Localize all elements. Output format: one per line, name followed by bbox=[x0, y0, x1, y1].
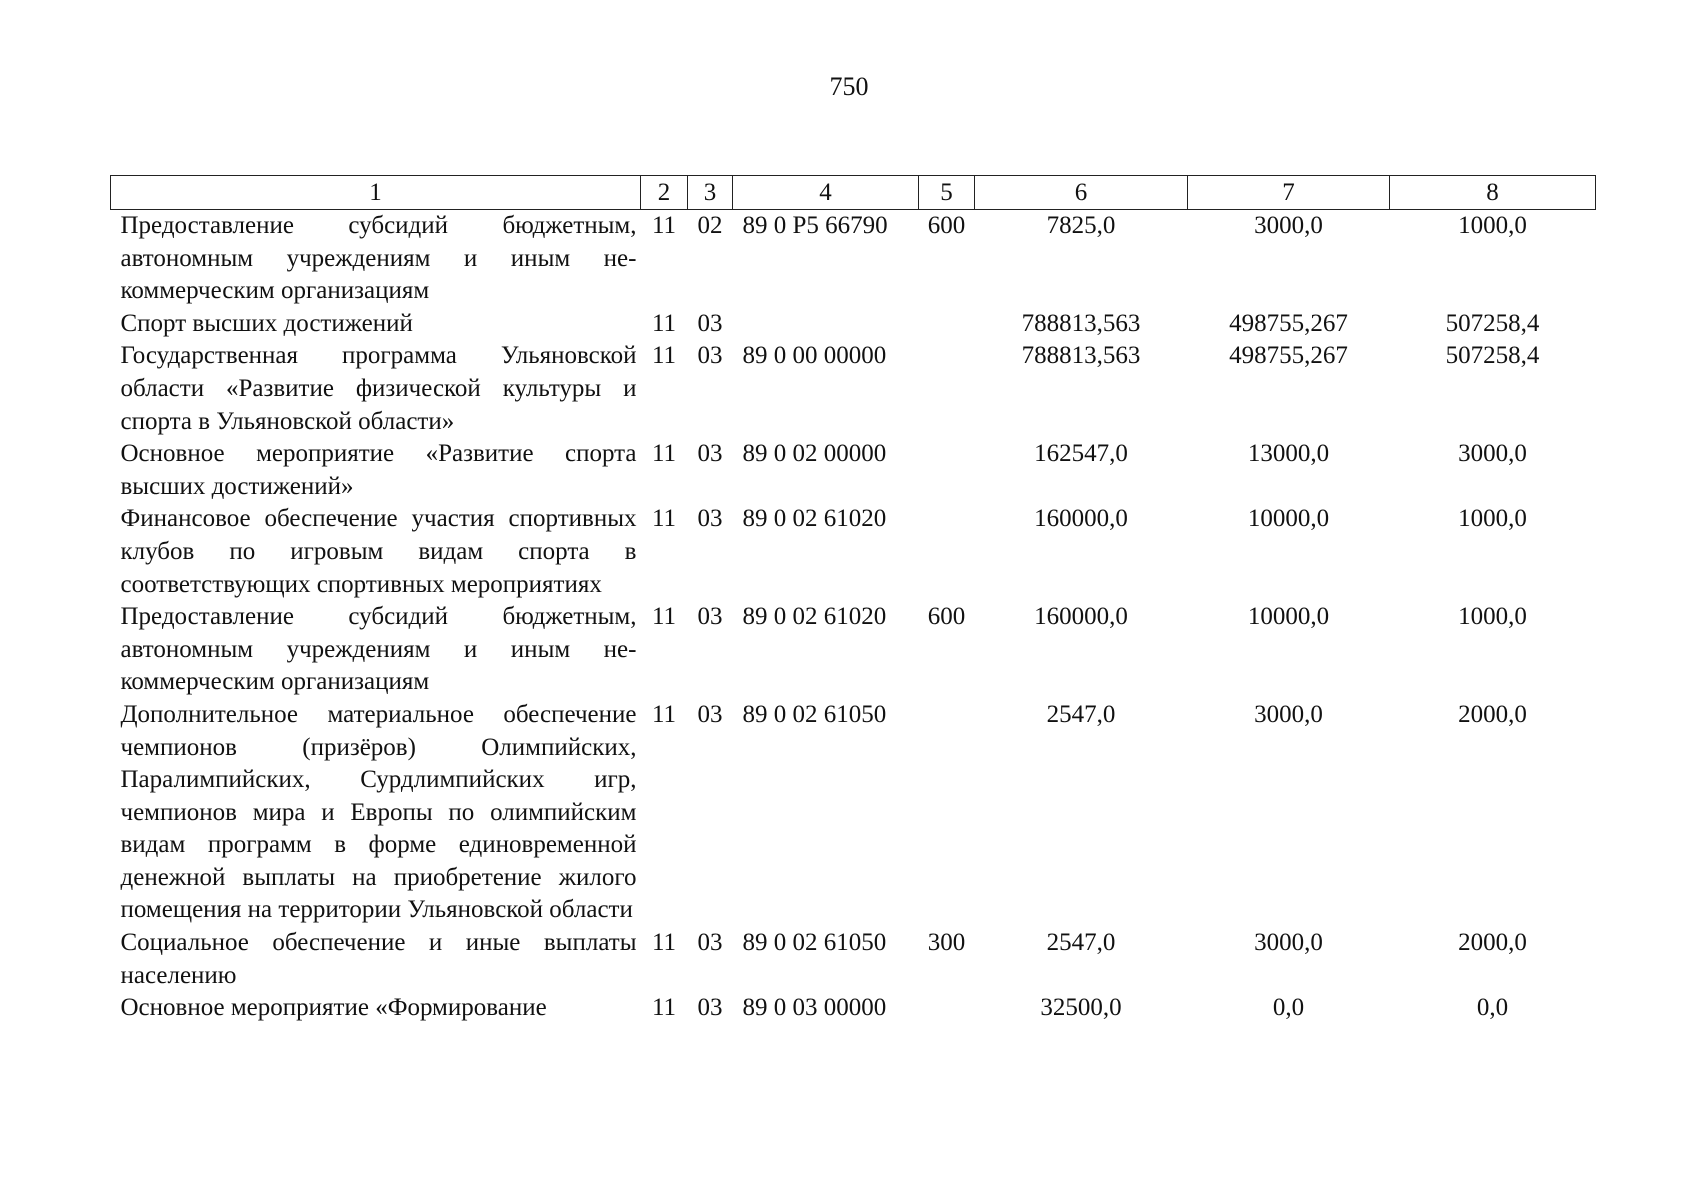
row-subsection: 03 bbox=[697, 700, 723, 728]
row-amount-col6: 7825,0 bbox=[1046, 212, 1116, 239]
row-section: 11 bbox=[651, 700, 677, 728]
row-name: Предоставление субсидий бюджетным, автономным учреждениям и иным некоммерческим организациям bbox=[120, 603, 637, 696]
row-amount-col8: 0,0 bbox=[1476, 994, 1509, 1022]
row-amount-col8: 507258,4 bbox=[1445, 342, 1540, 370]
row-amount-col8: 1000,0 bbox=[1458, 603, 1527, 631]
row-expense-type: 600 bbox=[927, 212, 966, 239]
table-row bbox=[111, 308, 1596, 341]
row-amount-col8: 3000,0 bbox=[1458, 440, 1527, 468]
table-row bbox=[111, 438, 1596, 503]
table-row bbox=[111, 210, 1596, 308]
page-number: 750 bbox=[829, 72, 869, 101]
row-target-code bbox=[733, 308, 919, 341]
row-subsection: 03 bbox=[697, 505, 723, 533]
row-target-code: 89 0 00 00000 bbox=[742, 342, 887, 370]
row-name: Основное мероприятие «Формирование bbox=[120, 994, 547, 1022]
header-col-1: 1 bbox=[111, 176, 641, 210]
table-row bbox=[111, 503, 1596, 601]
row-amount-col6: 788813,563 bbox=[1021, 309, 1141, 337]
row-subsection: 03 bbox=[697, 603, 723, 631]
row-name: Спорт высших достижений bbox=[120, 309, 413, 337]
row-target-code: 89 0 P5 66790 bbox=[742, 212, 888, 239]
row-amount-col8: 1000,0 bbox=[1458, 212, 1527, 239]
row-section: 11 bbox=[651, 505, 677, 533]
row-section: 11 bbox=[651, 603, 677, 631]
row-amount-col7: 3000,0 bbox=[1254, 212, 1323, 239]
row-amount-col6: 160000,0 bbox=[1034, 603, 1128, 631]
row-expense-type: 300 bbox=[927, 929, 966, 957]
row-name: Государственная программа Ульяновской области «Развитие физической культуры и спорта в Ульяновской области» bbox=[120, 342, 637, 435]
row-section: 11 bbox=[651, 994, 677, 1022]
row-subsection: 03 bbox=[697, 994, 723, 1022]
table-row bbox=[111, 340, 1596, 438]
row-target-code: 89 0 02 61020 bbox=[742, 505, 887, 533]
row-expense-type bbox=[919, 308, 975, 341]
row-name: Финансовое обеспечение участия спортивных клубов по игровым видам спорта в соответствующих спортивных мероприятиях bbox=[120, 505, 637, 598]
row-name: Социальное обеспечение и иные выплаты населению bbox=[120, 929, 637, 989]
row-expense-type bbox=[919, 340, 975, 438]
row-target-code: 89 0 02 00000 bbox=[742, 440, 887, 468]
row-amount-col7: 10000,0 bbox=[1247, 603, 1330, 631]
row-target-code: 89 0 02 61020 bbox=[742, 603, 887, 631]
row-name: Предоставление субсидий бюджетным, автономным учреждениям и иным некоммерческим организациям bbox=[120, 212, 637, 305]
table-header bbox=[111, 176, 1596, 210]
row-section: 11 bbox=[651, 929, 677, 957]
row-amount-col6: 2547,0 bbox=[1046, 700, 1116, 728]
row-amount-col7: 10000,0 bbox=[1247, 505, 1330, 533]
table-row bbox=[111, 699, 1596, 927]
row-amount-col6: 160000,0 bbox=[1034, 505, 1128, 533]
row-subsection: 02 bbox=[697, 212, 723, 239]
row-subsection: 03 bbox=[697, 309, 723, 337]
row-amount-col7: 13000,0 bbox=[1247, 440, 1330, 468]
header-row bbox=[111, 176, 1596, 210]
row-expense-type bbox=[919, 992, 975, 1025]
header-col-5: 5 bbox=[919, 176, 975, 210]
row-expense-type bbox=[919, 438, 975, 503]
row-amount-col7: 498755,267 bbox=[1229, 342, 1348, 370]
row-name: Основное мероприятие «Развитие спорта высших достижений» bbox=[120, 440, 637, 500]
row-subsection: 03 bbox=[697, 440, 723, 468]
row-subsection: 03 bbox=[697, 929, 723, 957]
table-body bbox=[111, 210, 1596, 1025]
header-col-2: 2 bbox=[641, 176, 688, 210]
row-amount-col6: 2547,0 bbox=[1046, 929, 1116, 957]
row-amount-col6: 32500,0 bbox=[1040, 994, 1122, 1022]
row-amount-col7: 498755,267 bbox=[1229, 309, 1348, 337]
table-row bbox=[111, 601, 1596, 699]
row-amount-col8: 507258,4 bbox=[1445, 309, 1540, 337]
table-row bbox=[111, 992, 1596, 1025]
row-section: 11 bbox=[651, 440, 677, 468]
row-target-code: 89 0 02 61050 bbox=[742, 929, 887, 957]
row-amount-col6: 788813,563 bbox=[1021, 342, 1141, 370]
row-amount-col7: 0,0 bbox=[1272, 994, 1305, 1022]
row-section: 11 bbox=[651, 212, 677, 239]
row-name: Дополнительное материальное обеспечение чемпионов (призёров) Олимпийских, Паралимпийских, Сурдлимпийских игр, чемпионов мира и Европы по олимпийским видам программ в форме единовременной денежной выплаты на приобретение жилого помещения на территории Ульяновской области bbox=[120, 700, 637, 924]
row-expense-type: 600 bbox=[927, 603, 966, 631]
row-subsection: 03 bbox=[697, 342, 723, 370]
row-target-code: 89 0 03 00000 bbox=[742, 994, 887, 1022]
header-col-8: 8 bbox=[1390, 176, 1596, 210]
row-amount-col7: 3000,0 bbox=[1254, 929, 1323, 957]
row-expense-type bbox=[919, 503, 975, 601]
row-amount-col8: 2000,0 bbox=[1458, 929, 1527, 957]
header-col-3: 3 bbox=[688, 176, 733, 210]
row-amount-col8: 2000,0 bbox=[1458, 700, 1527, 728]
header-col-6: 6 bbox=[975, 176, 1188, 210]
row-expense-type bbox=[919, 699, 975, 927]
table-row bbox=[111, 927, 1596, 992]
header-col-7: 7 bbox=[1188, 176, 1390, 210]
row-amount-col7: 3000,0 bbox=[1254, 700, 1323, 728]
row-target-code: 89 0 02 61050 bbox=[742, 700, 887, 728]
row-amount-col6: 162547,0 bbox=[1034, 440, 1128, 468]
header-col-4: 4 bbox=[733, 176, 919, 210]
budget-table bbox=[110, 175, 1596, 1025]
row-section: 11 bbox=[651, 342, 677, 370]
row-amount-col8: 1000,0 bbox=[1458, 505, 1527, 533]
row-section: 11 bbox=[651, 309, 677, 337]
